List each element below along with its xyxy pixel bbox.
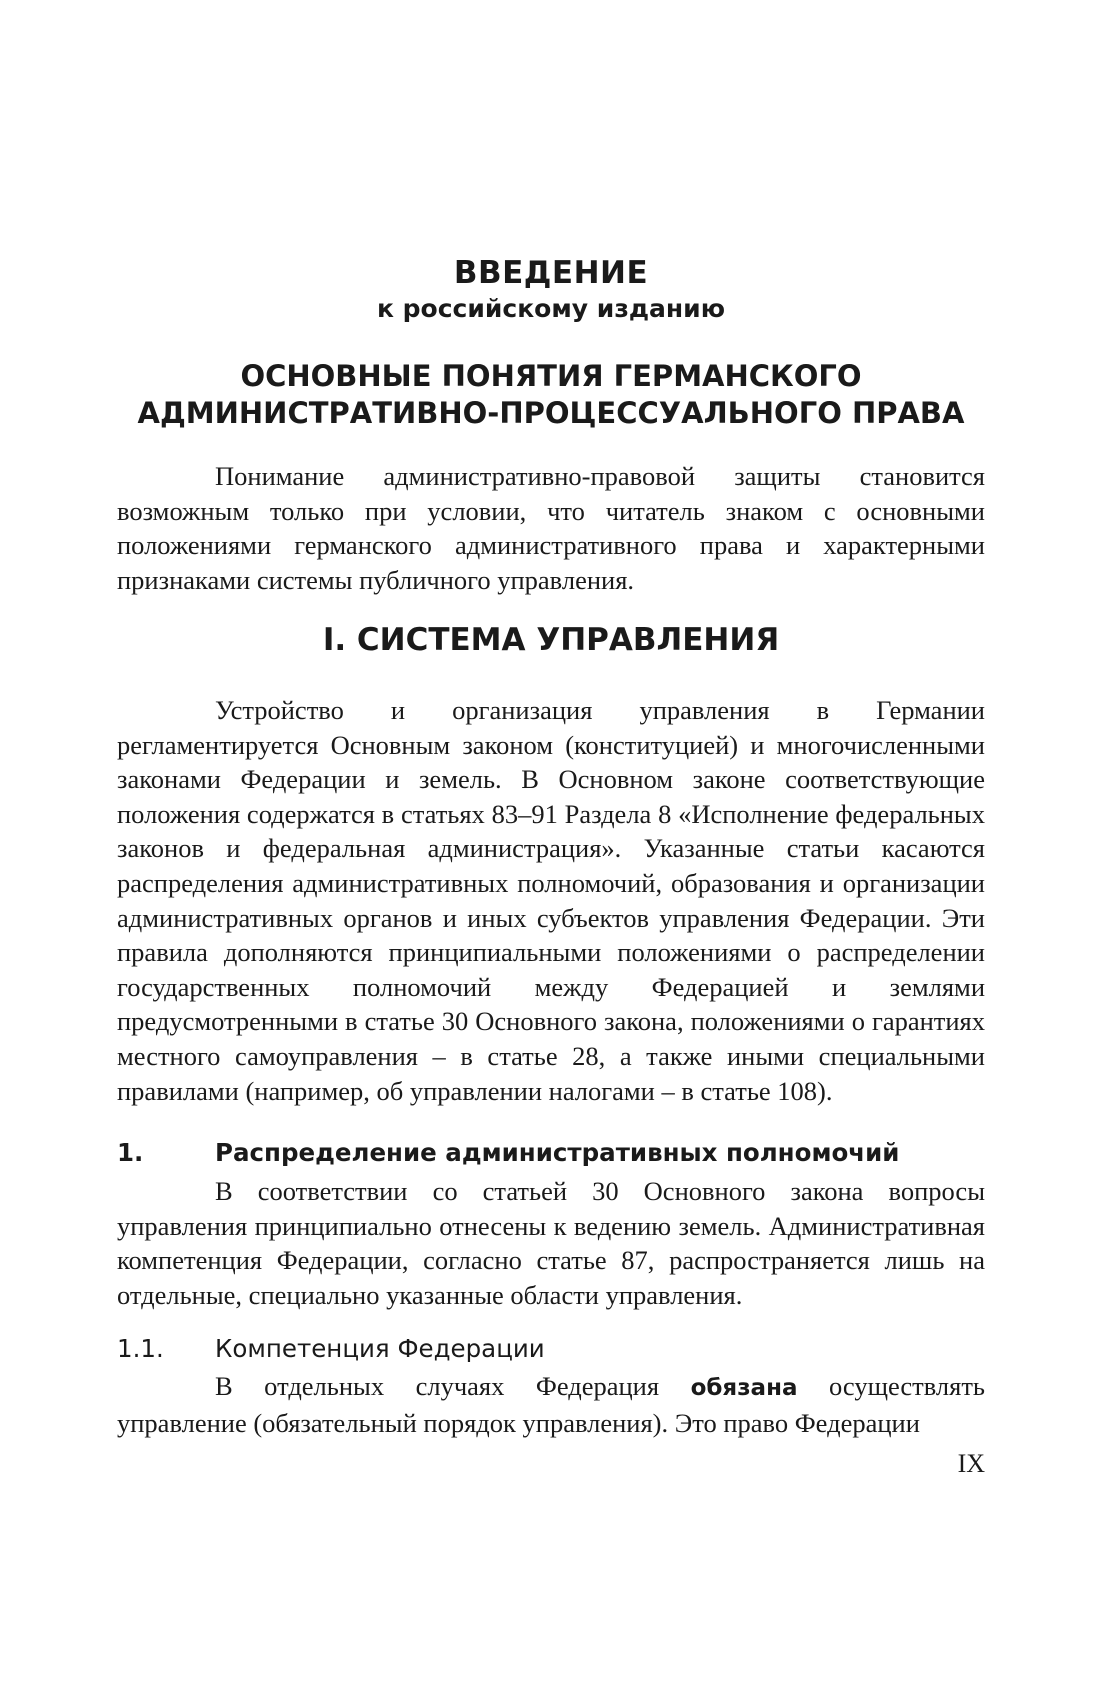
intro-paragraph: Понимание административно-правовой защиты становится возможным только при условии, что читатель знаком с основными положениями германского административного права и характерными признаками системы публичного управления. [117,461,985,595]
page-number: IX [957,1449,985,1478]
main-title [117,358,985,432]
intro-subtitle: к российскому изданию [376,294,725,323]
main-title-line-1: ОСНОВНЫЕ ПОНЯТИЯ ГЕРМАНСКОГО [240,359,862,393]
subsection-1-number: 1. [117,1138,144,1167]
subsection-2-title: Компетенция Федерации [215,1334,545,1363]
subsection-2-text-before: В отдельных случаях Федерация [215,1371,660,1401]
subsection-1-heading [117,1137,985,1169]
subsection-1-paragraph: В соответствии со статьей 30 Основного закона вопросы управления принципиально отнесены к ведению земель. Административная компетенция Федерации, согласно статье 87, распространяется лишь на отдельные, специально указанные области управления. [117,1176,985,1310]
section-title: I. СИСТЕМА УПРАВЛЕНИЯ [322,622,780,658]
subsection-1-title: Распределение административных полномочий [215,1138,900,1167]
subsection-2-paragraph [117,1369,985,1440]
section-paragraph: Устройство и организация управления в Германии регламентируется Основным законом (конституцией) и многочисленными законами Федерации и земель. В Основном законе соответствующие положения содержатся в статьях 83–91 Раздела 8 «Исполнение федеральных законов и федеральная администрация». Указанные статьи касаются распределения административных полномочий, образования и организации административных органов и иных субъектов управления Федерации. Эти правила дополняются принципиальными положениями о распределении государственных полномочий между Федерацией и землями предусмотренными в статье 30 Основного закона, положениями о гарантиях местного самоуправления – в статье 28, а также иными специальными правилами (например, об управлении налогами – в статье 108). [117,695,985,1106]
subsection-2-text-after: осуществлять управление (обязательный порядок управления). Это право Федерации [117,1371,986,1438]
subsection-2-bold-word: обязана [690,1375,798,1401]
main-title-line-2: АДМИНИСТРАТИВНО-ПРОЦЕССУАЛЬНОГО ПРАВА [137,396,965,430]
intro-title: ВВЕДЕНИЕ [453,255,649,291]
document-page [117,0,985,1693]
subsection-2-number: 1.1. [117,1334,164,1363]
subsection-2-heading [117,1333,985,1365]
